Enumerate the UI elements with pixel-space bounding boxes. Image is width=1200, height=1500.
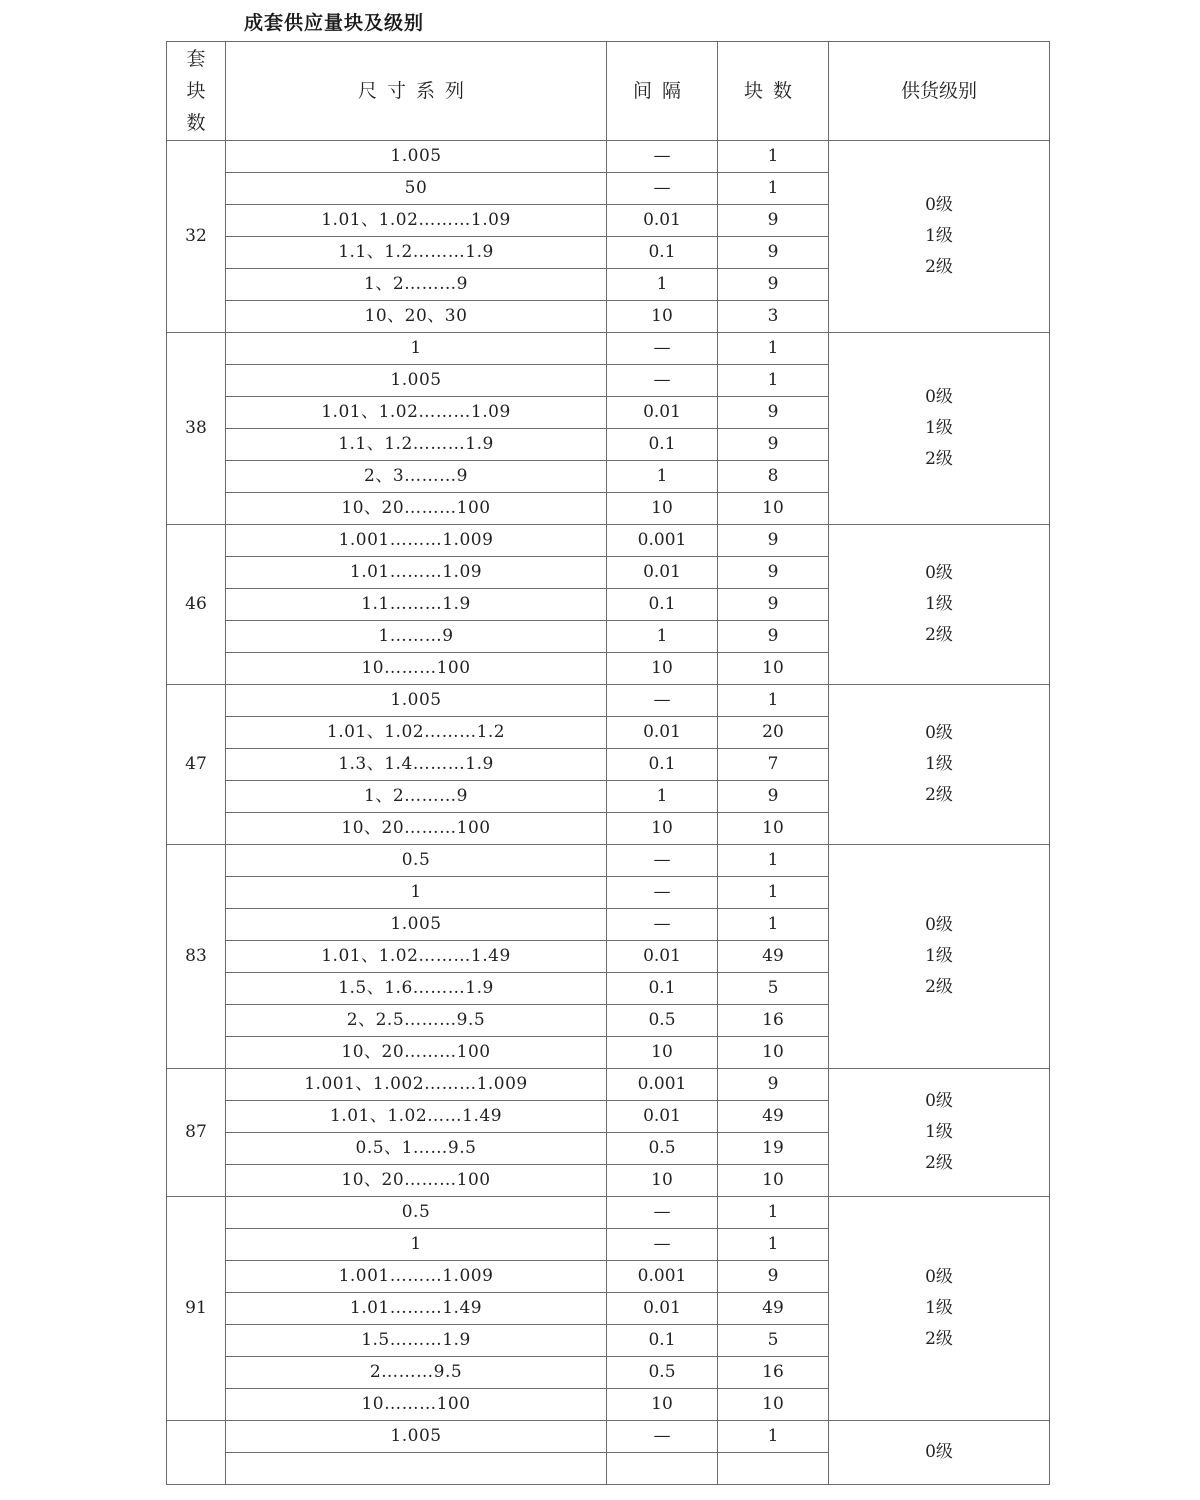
gauge-block-table xyxy=(166,41,1050,1485)
interval-cell: 0.5 xyxy=(607,1005,718,1037)
block-count-cell: 1 xyxy=(718,141,829,173)
block-count-cell: 9 xyxy=(718,525,829,557)
interval-cell: — xyxy=(607,333,718,365)
grade-cell xyxy=(829,333,1050,525)
header-set-count: 套块数 xyxy=(167,42,226,141)
grade-label: 1级 xyxy=(925,418,953,438)
interval-cell: — xyxy=(607,1421,718,1453)
grade-label: 0级 xyxy=(925,1267,953,1287)
size-cell: 10………100 xyxy=(226,653,607,685)
block-count-cell: 9 xyxy=(718,557,829,589)
size-cell: 1.01、1.02………1.09 xyxy=(226,205,607,237)
interval-cell xyxy=(607,1453,718,1485)
interval-cell: 1 xyxy=(607,461,718,493)
grade-cell xyxy=(829,1197,1050,1421)
block-count-cell: 1 xyxy=(718,909,829,941)
size-cell: 10………100 xyxy=(226,1389,607,1421)
interval-cell: 0.01 xyxy=(607,941,718,973)
interval-cell: 0.5 xyxy=(607,1357,718,1389)
table-row xyxy=(167,1421,1050,1453)
block-count-cell: 8 xyxy=(718,461,829,493)
set-count-cell: 38 xyxy=(167,333,226,525)
size-cell: 10、20………100 xyxy=(226,813,607,845)
grade-label: 0级 xyxy=(925,1091,953,1111)
interval-cell: 0.1 xyxy=(607,429,718,461)
interval-cell: 0.1 xyxy=(607,237,718,269)
set-count-cell: 32 xyxy=(167,141,226,333)
interval-cell: 0.01 xyxy=(607,557,718,589)
block-count-cell xyxy=(718,1453,829,1485)
size-cell: 1.005 xyxy=(226,365,607,397)
interval-cell: 0.1 xyxy=(607,1325,718,1357)
block-count-cell: 1 xyxy=(718,173,829,205)
size-cell: 1.001………1.009 xyxy=(226,525,607,557)
table-row xyxy=(167,685,1050,717)
set-count-cell: 87 xyxy=(167,1069,226,1197)
block-count-cell: 10 xyxy=(718,1165,829,1197)
grade-cell xyxy=(829,525,1050,685)
grade-label: 2级 xyxy=(925,1153,953,1173)
size-cell: 1、2………9 xyxy=(226,269,607,301)
interval-cell: 1 xyxy=(607,781,718,813)
table-row xyxy=(167,845,1050,877)
table-body xyxy=(167,141,1050,1485)
block-count-cell: 1 xyxy=(718,685,829,717)
interval-cell: — xyxy=(607,845,718,877)
size-cell: 1.3、1.4………1.9 xyxy=(226,749,607,781)
size-cell: 1、2………9 xyxy=(226,781,607,813)
grade-label: 1级 xyxy=(925,754,953,774)
size-cell: 0.5 xyxy=(226,1197,607,1229)
grade-cell xyxy=(829,141,1050,333)
interval-cell: 0.001 xyxy=(607,525,718,557)
block-count-cell: 5 xyxy=(718,1325,829,1357)
grade-label: 0级 xyxy=(925,387,953,407)
block-count-cell: 19 xyxy=(718,1133,829,1165)
block-count-cell: 9 xyxy=(718,205,829,237)
size-cell: 10、20………100 xyxy=(226,493,607,525)
interval-cell: 0.01 xyxy=(607,1293,718,1325)
block-count-cell: 10 xyxy=(718,653,829,685)
interval-cell: 0.1 xyxy=(607,589,718,621)
size-cell: 10、20………100 xyxy=(226,1037,607,1069)
block-count-cell: 5 xyxy=(718,973,829,1005)
interval-cell: 0.001 xyxy=(607,1261,718,1293)
size-cell: 1.5、1.6………1.9 xyxy=(226,973,607,1005)
interval-cell: — xyxy=(607,141,718,173)
grade-cell xyxy=(829,1069,1050,1197)
block-count-cell: 9 xyxy=(718,1261,829,1293)
grade-label: 2级 xyxy=(925,257,953,277)
grade-label: 2级 xyxy=(925,785,953,805)
size-cell xyxy=(226,1453,607,1485)
block-count-cell: 10 xyxy=(718,1037,829,1069)
size-cell: 1.01………1.49 xyxy=(226,1293,607,1325)
size-cell: 2、3………9 xyxy=(226,461,607,493)
table-row xyxy=(167,525,1050,557)
interval-cell: 0.1 xyxy=(607,749,718,781)
block-count-cell: 7 xyxy=(718,749,829,781)
size-cell: 1.01、1.02………1.49 xyxy=(226,941,607,973)
block-count-cell: 20 xyxy=(718,717,829,749)
table-row xyxy=(167,141,1050,173)
grade-label: 1级 xyxy=(925,946,953,966)
block-count-cell: 9 xyxy=(718,781,829,813)
grade-label: 2级 xyxy=(925,1329,953,1349)
interval-cell: — xyxy=(607,173,718,205)
interval-cell: 0.5 xyxy=(607,1133,718,1165)
block-count-cell: 1 xyxy=(718,845,829,877)
block-count-cell: 9 xyxy=(718,589,829,621)
size-cell: 1.1………1.9 xyxy=(226,589,607,621)
interval-cell: — xyxy=(607,909,718,941)
grade-label: 1级 xyxy=(925,594,953,614)
grade-label: 2级 xyxy=(925,625,953,645)
interval-cell: 0.01 xyxy=(607,717,718,749)
interval-cell: 10 xyxy=(607,653,718,685)
block-count-cell: 49 xyxy=(718,1293,829,1325)
block-count-cell: 3 xyxy=(718,301,829,333)
block-count-cell: 1 xyxy=(718,1229,829,1261)
interval-cell: 10 xyxy=(607,1389,718,1421)
interval-cell: 0.001 xyxy=(607,1069,718,1101)
interval-cell: 10 xyxy=(607,813,718,845)
size-cell: 1.01………1.09 xyxy=(226,557,607,589)
block-count-cell: 1 xyxy=(718,1421,829,1453)
grade-label: 2级 xyxy=(925,977,953,997)
block-count-cell: 9 xyxy=(718,1069,829,1101)
size-cell: 1 xyxy=(226,333,607,365)
table-row xyxy=(167,1197,1050,1229)
interval-cell: 1 xyxy=(607,621,718,653)
table-row xyxy=(167,1069,1050,1101)
block-count-cell: 1 xyxy=(718,333,829,365)
size-cell: 1.01、1.02………1.09 xyxy=(226,397,607,429)
interval-cell: — xyxy=(607,877,718,909)
size-cell: 2、2.5………9.5 xyxy=(226,1005,607,1037)
size-cell: 1.1、1.2………1.9 xyxy=(226,429,607,461)
interval-cell: 1 xyxy=(607,269,718,301)
interval-cell: — xyxy=(607,1197,718,1229)
interval-cell: — xyxy=(607,365,718,397)
block-count-cell: 10 xyxy=(718,813,829,845)
block-count-cell: 10 xyxy=(718,493,829,525)
size-cell: 50 xyxy=(226,173,607,205)
grade-label: 0级 xyxy=(925,915,953,935)
header-grade: 供货级别 xyxy=(829,42,1050,141)
block-count-cell: 9 xyxy=(718,237,829,269)
block-count-cell: 1 xyxy=(718,1197,829,1229)
block-count-cell: 16 xyxy=(718,1005,829,1037)
size-cell: 1.005 xyxy=(226,685,607,717)
size-cell: 1.001、1.002………1.009 xyxy=(226,1069,607,1101)
grade-label: 1级 xyxy=(925,1122,953,1142)
block-count-cell: 1 xyxy=(718,877,829,909)
grade-cell xyxy=(829,1421,1050,1485)
grade-cell xyxy=(829,685,1050,845)
set-count-cell xyxy=(167,1421,226,1485)
grade-label: 1级 xyxy=(925,1298,953,1318)
size-cell: 1.005 xyxy=(226,141,607,173)
block-count-cell: 9 xyxy=(718,269,829,301)
table-row xyxy=(167,333,1050,365)
table-title: 成套供应量块及级别 xyxy=(244,12,425,34)
block-count-cell: 9 xyxy=(718,397,829,429)
grade-label: 0级 xyxy=(925,563,953,583)
header-interval: 间隔 xyxy=(607,42,718,141)
set-count-cell: 47 xyxy=(167,685,226,845)
grade-label: 0级 xyxy=(925,723,953,743)
size-cell: 0.5 xyxy=(226,845,607,877)
size-cell: 1 xyxy=(226,877,607,909)
size-cell: 1.1、1.2………1.9 xyxy=(226,237,607,269)
header-row xyxy=(167,42,1050,141)
size-cell: 1.01、1.02………1.2 xyxy=(226,717,607,749)
grade-label: 0级 xyxy=(925,1442,953,1462)
interval-cell: 10 xyxy=(607,1165,718,1197)
interval-cell: 10 xyxy=(607,493,718,525)
size-cell: 1.01、1.02……1.49 xyxy=(226,1101,607,1133)
size-cell: 10、20………100 xyxy=(226,1165,607,1197)
block-count-cell: 49 xyxy=(718,1101,829,1133)
interval-cell: 0.01 xyxy=(607,205,718,237)
interval-cell: — xyxy=(607,685,718,717)
size-cell: 10、20、30 xyxy=(226,301,607,333)
block-count-cell: 49 xyxy=(718,941,829,973)
block-count-cell: 16 xyxy=(718,1357,829,1389)
grade-label: 0级 xyxy=(925,195,953,215)
block-count-cell: 1 xyxy=(718,365,829,397)
grade-label: 1级 xyxy=(925,226,953,246)
interval-cell: 0.1 xyxy=(607,973,718,1005)
interval-cell: 10 xyxy=(607,301,718,333)
size-cell: 1.005 xyxy=(226,1421,607,1453)
block-count-cell: 9 xyxy=(718,429,829,461)
set-count-cell: 91 xyxy=(167,1197,226,1421)
size-cell: 1 xyxy=(226,1229,607,1261)
set-count-cell: 83 xyxy=(167,845,226,1069)
size-cell: 1.5………1.9 xyxy=(226,1325,607,1357)
size-cell: 2………9.5 xyxy=(226,1357,607,1389)
header-block-count: 块数 xyxy=(718,42,829,141)
size-cell: 1.001………1.009 xyxy=(226,1261,607,1293)
grade-cell xyxy=(829,845,1050,1069)
size-cell: 0.5、1……9.5 xyxy=(226,1133,607,1165)
block-count-cell: 10 xyxy=(718,1389,829,1421)
interval-cell: 0.01 xyxy=(607,1101,718,1133)
interval-cell: 10 xyxy=(607,1037,718,1069)
interval-cell: — xyxy=(607,1229,718,1261)
size-cell: 1………9 xyxy=(226,621,607,653)
interval-cell: 0.01 xyxy=(607,397,718,429)
block-count-cell: 9 xyxy=(718,621,829,653)
header-size-series: 尺寸系列 xyxy=(226,42,607,141)
size-cell: 1.005 xyxy=(226,909,607,941)
set-count-cell: 46 xyxy=(167,525,226,685)
grade-label: 2级 xyxy=(925,449,953,469)
